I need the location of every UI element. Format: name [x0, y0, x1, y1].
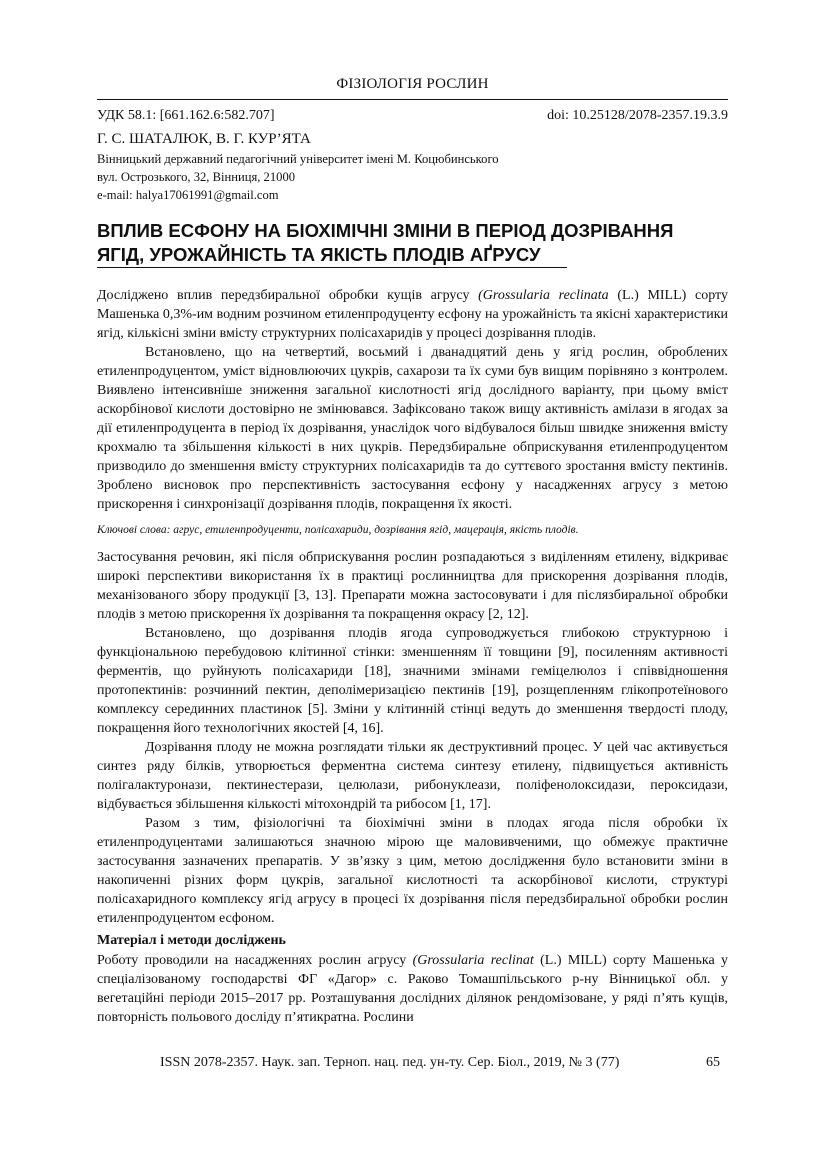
- body-paragraph-4: Разом з тим, фізіологічні та біохімічні зміни в плодах ягода після обробки їх етиленпродуцентами залишаються значною мірою ще маловивченими, що обмежує практичне застосування зазначених препаратів. У зв’язку з цим, метою дослідження було встановити зміни в накопиченні різних форм цукрів, загальної кислотності та аскорбінової кислоти, структурі полісахаридного комплексу ягід агрусу в процесі їх дозрівання після передзбиральної обробки рослин етиленпродуцентом есфоном.: [97, 816, 728, 926]
- title-line-1: ВПЛИВ ЕСФОНУ НА БІОХІМІЧНІ ЗМІНИ В ПЕРІОД ДОЗРІВАННЯ: [97, 220, 674, 241]
- species-name: (Grossularia reclinata: [478, 288, 609, 303]
- affiliation-institution: Вінницький державний педагогічний університет імені М. Коцюбинського: [97, 152, 499, 166]
- affiliation-email: e-mail: halya17061991@gmail.com: [97, 188, 279, 202]
- body-paragraph-2: Встановлено, що дозрівання плодів ягода супроводжується глибокою структурною і функціональною перебудовою клітинної стінки: зменшенням її товщини [9], посиленням активності ферментів, що руйнують полісахариди [18], значними змінами геміцелюлоз і співвідношення протопектинів: розчинний пектин, деполімеризацією пектинів [19], розщепленням глікопротеїнового комплексу серединних пластинок [5]. Зміни у клітинній стінці ведуть до зменшення твердості плоду, покращення його технологічних якостей [4, 16].: [97, 626, 728, 736]
- article-meta-row: [97, 106, 728, 126]
- page-content: [97, 76, 728, 1027]
- abstract-paragraph-2: Встановлено, що на четвертий, восьмий і дванадцятий день у ягід рослин, оброблених етиленпродуцентом, уміст відновлюючих цукрів, сахарози та їх суми був вищим порівняно з контролем. Виявлено інтенсивніше зниження загальної кислотності ягід дослідного варіанту, при цьому вміст аскорбінової кислоти достовірно не змінювався. Зафіксовано також вищу активність амілази в ягодах за дії етиленпродуцента в період їх дозрівання, унаслідок чого відбувалося більш швидке зниження вмісту крохмалю та збільшення кількості в них цукрів. Передзбиральне обприскування етиленпродуцентом призводило до зменшення вмісту структурних полісахаридів та до суттєвого зростання вмісту пектинів. Зроблено висновок про перспективність застосування есфону у насадженнях агрусу з метою прискорення і синхронізації дозрівання плодів, покращення їх якості.: [97, 345, 728, 512]
- title-line-2: ЯГІД, УРОЖАЙНІСТЬ ТА ЯКІСТЬ ПЛОДІВ АҐРУСУ: [97, 243, 567, 268]
- authors: Г. С. ШАТАЛЮК, В. Г. КУР’ЯТА: [97, 131, 311, 147]
- journal-citation: ISSN 2078-2357. Наук. зап. Терноп. нац. пед. ун-ту. Сер. Біол., 2019, № 3 (77): [160, 1055, 620, 1070]
- abstract-text: Досліджено вплив передзбиральної обробки кущів агрусу: [97, 288, 479, 303]
- methods-text: Роботу проводили на насадженнях рослин агрусу: [97, 953, 413, 968]
- body-paragraph-3: Дозрівання плоду не можна розглядати тільки як деструктивний процес. У цей час активується синтез ряду білків, утворюється ферментна система синтезу етилену, підвищується активність полігалактуронази, пектинестерази, целюлази, рибонуклеази, поліфенолоксидази, пероксидази, відбувається збільшення кількості мітохондрій та рибосом [1, 17].: [97, 740, 728, 812]
- article-title: [97, 219, 728, 268]
- journal-section-header: ФІЗІОЛОГІЯ РОСЛИН: [97, 76, 728, 100]
- methods-text: (L.) MILL) сорту Машенька у спеціалізованому господарстві ФГ «Дагор» с. Раково Томашпільського р-ну Вінницької обл. у вегетаційні періоди 2015–2017 рр. Розташування дослідних ділянок рендомізоване, у ряді п’ять кущів, повторність польового досліду п’ятикратна. Рослини: [97, 953, 728, 1025]
- doi: doi: 10.25128/2078-2357.19.3.9: [547, 108, 728, 123]
- page-footer: [160, 1053, 720, 1073]
- methods-heading: Матеріал і методи досліджень: [97, 933, 286, 948]
- udk-code: УДК 58.1: [661.162.6:582.707]: [97, 108, 275, 123]
- abstract-text: (L.) MILL) сорту Машенька 0,3%-им водним розчином етиленпродуценту есфону на урожайність та якісні характеристики ягід, кількісні зміни вмісту структурних полісахаридів у процесі дозрівання плодів.: [97, 288, 728, 341]
- page-number: 65: [706, 1055, 720, 1070]
- affiliation-address: вул. Острозького, 32, Вінниця, 21000: [97, 170, 296, 184]
- species-name: (Grossularia reclinat: [412, 953, 534, 968]
- body-paragraph-1: Застосування речовин, які після обприскування рослин розпадаються з виділенням етилену, відкриває широкі перспективи використання їх в практиці рослинництва для прискорення дозрівання плодів, механізованого збору продукції [3, 13]. Препарати можна застосовувати і для післязбиральної обробки плодів з метою прискорення їх дозрівання та покращення окрасу [2, 12].: [97, 550, 728, 622]
- keywords: Ключові слова: агрус, етиленпродуценти, полісахариди, дозрівання ягід, мацерація, якість плодів.: [97, 524, 579, 536]
- body-paragraph-5: [97, 951, 728, 1027]
- abstract-paragraph-1: [97, 286, 728, 343]
